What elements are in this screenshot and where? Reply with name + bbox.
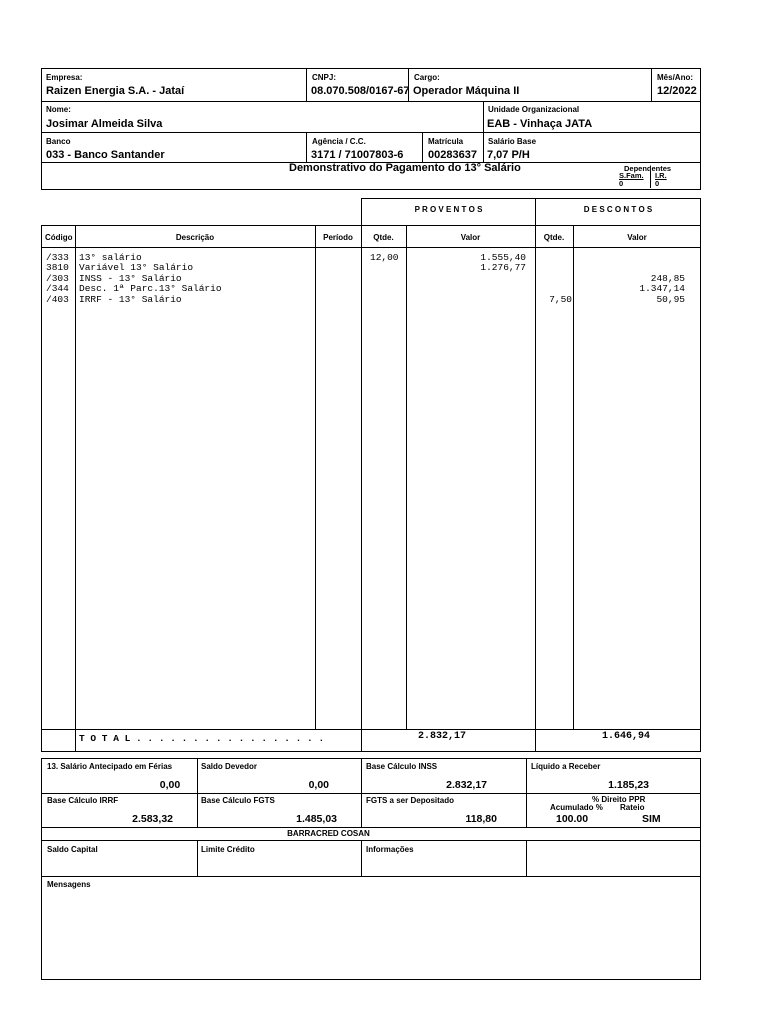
- total-proventos: 2.832,17: [417, 731, 466, 742]
- ir-label: I.R.: [655, 171, 667, 180]
- col-divider: [315, 225, 316, 729]
- col-valor-header: Valor: [460, 233, 481, 242]
- limite-credito-label: Limite Crédito: [201, 845, 255, 854]
- banco-label: Banco: [46, 137, 71, 146]
- saldo-devedor-value: 0,00: [308, 779, 329, 791]
- matricula-value: 00283637: [428, 149, 477, 161]
- saldo-devedor-label: Saldo Devedor: [201, 762, 258, 771]
- summary-divider: [361, 840, 362, 876]
- base-inss-value: 2.832,17: [446, 779, 487, 791]
- antecipado-value: 0,00: [159, 779, 181, 791]
- header-divider: [41, 132, 701, 133]
- header-divider: [306, 132, 307, 162]
- informacoes-label: Informações: [366, 845, 414, 854]
- col-divider: [535, 225, 536, 752]
- row-valor-desc: 1.347,14: [639, 283, 685, 294]
- col-divider: [573, 225, 574, 729]
- saldo-capital-label: Saldo Capital: [47, 845, 98, 854]
- row-codigo: /403: [46, 294, 69, 305]
- row-valor-desc: 50,95: [656, 294, 685, 305]
- base-fgts-value: 1.485,03: [296, 813, 337, 825]
- sfam-value: 0: [619, 179, 624, 188]
- summary-divider: [197, 840, 198, 876]
- descontos-header: D E S C O N T O S: [583, 205, 653, 214]
- row-qtde-desc: 7,50: [549, 294, 572, 305]
- summary-divider: [526, 840, 527, 876]
- agencia-value: 3171 / 71007803-6: [311, 149, 404, 161]
- summary-divider: [41, 793, 701, 794]
- ppr-acum-value: 100.00: [556, 813, 589, 825]
- col-descricao-header: Descrição: [175, 233, 215, 242]
- col-periodo-header: Período: [323, 233, 353, 242]
- banco-value: 033 - Banco Santander: [46, 149, 165, 161]
- total-descontos: 1.646,94: [601, 731, 650, 742]
- header-divider: [651, 68, 652, 101]
- row-valor: 1.276,77: [480, 262, 526, 273]
- base-irrf-value: 2.583,32: [132, 813, 173, 825]
- ppr-label: % Direito PPR: [592, 795, 646, 804]
- agencia-label: Agência / C.C.: [312, 137, 366, 146]
- matricula-label: Matrícula: [428, 137, 464, 146]
- base-fgts-label: Base Cálculo FGTS: [201, 796, 275, 805]
- header-divider: [422, 132, 423, 162]
- empresa-label: Empresa:: [46, 73, 83, 82]
- row-descricao: Variável 13° Salário: [79, 262, 194, 273]
- row-valor: 1.555,40: [480, 252, 526, 263]
- total-divider: [41, 729, 701, 730]
- ppr-rateio-value: SIM: [642, 813, 661, 825]
- fgts-dep-value: 118,80: [465, 813, 497, 825]
- mensagens-label: Mensagens: [47, 880, 91, 889]
- columns-header-divider: [41, 247, 701, 248]
- row-codigo: /303: [46, 273, 69, 284]
- summary-divider: [361, 758, 362, 827]
- salario-base-value: 7,07 P/H: [487, 149, 530, 161]
- total-label: T O T A L . . . . . . . . . . . . . . . . .: [79, 733, 325, 744]
- row-descricao: Desc. 1ª Parc.13° Salário: [79, 283, 222, 294]
- col-divider: [406, 225, 407, 729]
- salario-base-label: Salário Base: [488, 137, 537, 146]
- dependentes-divider: [650, 171, 651, 188]
- base-inss-label: Base Cálculo INSS: [366, 762, 438, 771]
- row-descricao: 13° salário: [79, 252, 142, 263]
- row-descricao: IRRF - 13° Salário: [79, 294, 182, 305]
- col-divider: [75, 225, 76, 752]
- header-divider: [483, 101, 484, 162]
- empresa-value: Raizen Energia S.A. - Jataí: [46, 85, 185, 97]
- summary-divider: [526, 758, 527, 827]
- document-title: Demonstrativo do Pagamento do 13° Salário: [289, 162, 521, 174]
- mesano-label: Mês/Ano:: [657, 73, 693, 82]
- proventos-header: P R O V E N T O S: [414, 205, 483, 214]
- fgts-dep-label: FGTS a ser Depositado: [366, 796, 455, 805]
- col-qtde-header: Qtde.: [373, 233, 394, 242]
- col-divider: [361, 225, 362, 752]
- nome-value: Josimar Almeida Silva: [46, 118, 163, 130]
- cargo-value: Operador Máquina II: [413, 85, 520, 97]
- row-codigo: /333: [46, 252, 69, 263]
- cargo-label: Cargo:: [414, 73, 440, 82]
- row-codigo: 3810: [46, 262, 69, 273]
- ppr-rateio-label: Rateio: [620, 803, 645, 812]
- base-irrf-label: Base Cálculo IRRF: [47, 796, 119, 805]
- summary-divider: [41, 827, 701, 828]
- dependentes-label: Dependentes: [624, 164, 672, 173]
- liquido-value: 1.185,23: [608, 779, 649, 791]
- cnpj-label: CNPJ:: [312, 73, 337, 82]
- summary-divider: [197, 758, 198, 827]
- col-codigo-header: Código: [45, 233, 73, 242]
- antecipado-label: 13. Salário Antecipado em Férias: [47, 762, 173, 771]
- header-divider: [306, 68, 307, 101]
- row-descricao: INSS - 13° Salário: [79, 273, 182, 284]
- summary-divider: [41, 840, 701, 841]
- row-qtde: 12,00: [370, 252, 399, 263]
- row-codigo: /344: [46, 283, 69, 294]
- cnpj-value: 08.070.508/0167-67: [311, 85, 410, 97]
- sfam-label: S.Fam.: [619, 171, 644, 180]
- unidade-value: EAB - Vinhaça JATA: [487, 118, 593, 130]
- col-valor2-header: Valor: [627, 233, 647, 242]
- unidade-label: Unidade Organizacional: [488, 105, 580, 114]
- summary-block: [41, 758, 701, 980]
- header-divider: [41, 101, 701, 102]
- col-qtde2-header: Qtde.: [543, 233, 565, 242]
- summary-divider: [41, 876, 701, 877]
- ppr-acum-label: Acumulado %: [550, 803, 603, 812]
- barracred-label: BARRACRED COSAN: [287, 829, 370, 838]
- liquido-label: Líquido a Receber: [531, 762, 601, 771]
- mesano-value: 12/2022: [657, 85, 697, 97]
- row-valor-desc: 248,85: [650, 273, 685, 284]
- ir-value: 0: [655, 179, 660, 188]
- nome-label: Nome:: [46, 105, 71, 114]
